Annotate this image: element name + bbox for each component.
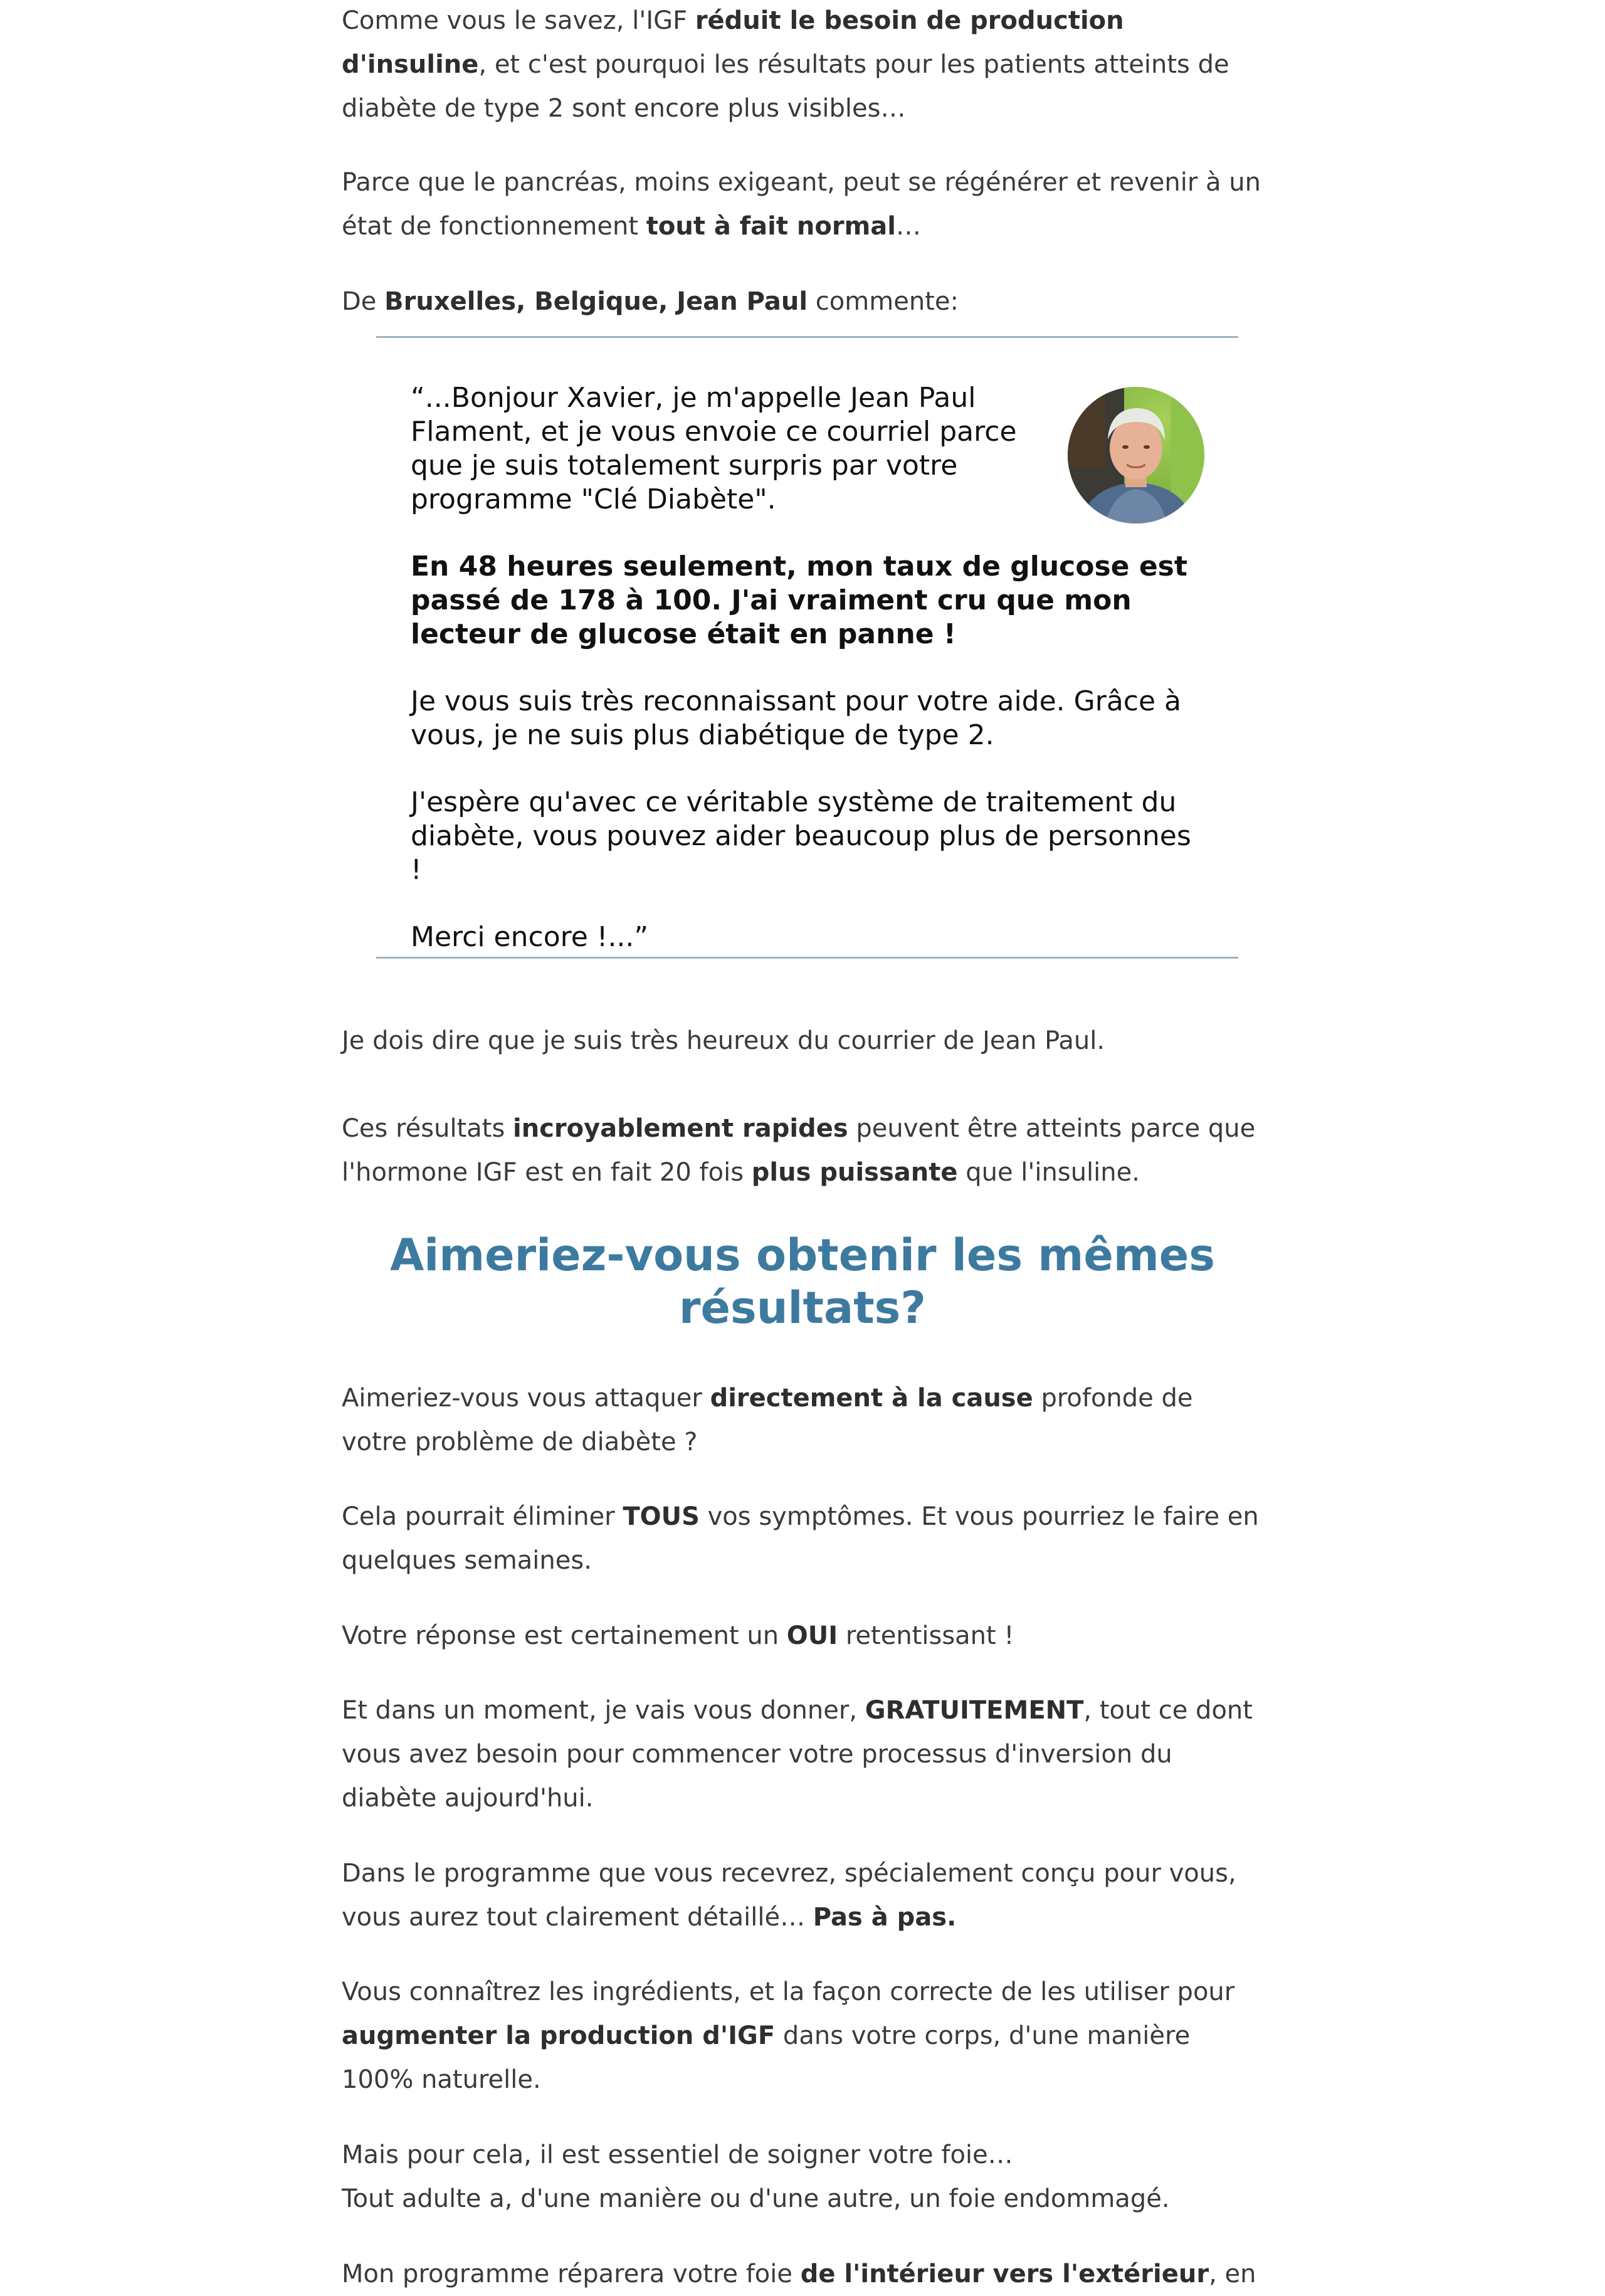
paragraph-pancreas: Parce que le pancréas, moins exigeant, peut se régénérer et revenir à un état de fonctionnement tout à fait normal… xyxy=(342,168,1261,241)
paragraph-program-steps: Dans le programme que vous recevrez, spécialement conçu pour vous, vous aurez tout clairement détaillé… Pas à pas. xyxy=(342,1859,1236,1932)
paragraph-symptoms: Cela pourrait éliminer TOUS vos symptômes. Et vous pourriez le faire en quelques semaines. xyxy=(342,1502,1259,1575)
section-headline: Aimeriez-vous obtenir les mêmes résultats? xyxy=(390,1230,1215,1334)
paragraph-answer-yes: Votre réponse est certainement un OUI retentissant ! xyxy=(342,1621,1014,1650)
paragraph-free-offer: Et dans un moment, je vais vous donner, GRATUITEMENT, tout ce dont vous avez besoin pour commencer votre processus d'inversion du diabète aujourd'hui. xyxy=(342,1696,1253,1813)
paragraph-ingredients: Vous connaîtrez les ingrédients, et la façon correcte de les utiliser pour augmenter la production d'IGF dans votre corps, d'une manière 100% naturelle. xyxy=(342,1977,1235,2094)
testimonial-hope: J'espère qu'avec ce véritable système de traitement du diabète, vous pouvez aider beaucoup plus de personnes ! xyxy=(411,786,1191,886)
testimonial-highlight: En 48 heures seulement, mon taux de glucose est passé de 178 à 100. J'ai vraiment cru que mon lecteur de glucose était en panne ! xyxy=(411,550,1187,650)
testimonial-thanks: Je vous suis très reconnaissant pour votre aide. Grâce à vous, je ne suis plus diabétique de type 2. xyxy=(411,685,1182,751)
paragraph-fast-results: Ces résultats incroyablement rapides peuvent être atteints parce que l'hormone IGF est en fait 20 fois plus puissante que l'insuline. xyxy=(342,1114,1256,1187)
testimonial-intro: “...Bonjour Xavier, je m'appelle Jean Paul Flament, et je vous envoie ce courriel parce que je suis totalement surpris par votre programme "Clé Diabète". xyxy=(411,382,1017,515)
paragraph-happy-mail: Je dois dire que je suis très heureux du courrier de Jean Paul. xyxy=(342,1026,1105,1055)
paragraph-igf-insulin: Comme vous le savez, l'IGF réduit le besoin de production d'insuline, et c'est pourquoi les résultats pour les patients atteints de diabète de type 2 sont encore plus visibles… xyxy=(342,6,1229,123)
testimonial-closing: Merci encore !...” xyxy=(411,921,649,953)
paragraph-liver-repair: Mon programme réparera votre foie de l'intérieur vers l'extérieur, en xyxy=(342,2260,1256,2288)
testimonial-quote xyxy=(411,381,1201,987)
paragraph-liver: Mais pour cela, il est essentiel de soigner votre foie… Tout adulte a, d'une manière ou d'une autre, un foie endommagé. xyxy=(342,2141,1170,2213)
testimonial-top-divider xyxy=(376,336,1238,338)
testimonial-bottom-divider xyxy=(376,957,1238,959)
testimonial-attribution: De Bruxelles, Belgique, Jean Paul commente: xyxy=(342,287,959,316)
paragraph-root-cause: Aimeriez-vous vous attaquer directement à la cause profonde de votre problème de diabète ? xyxy=(342,1384,1193,1456)
